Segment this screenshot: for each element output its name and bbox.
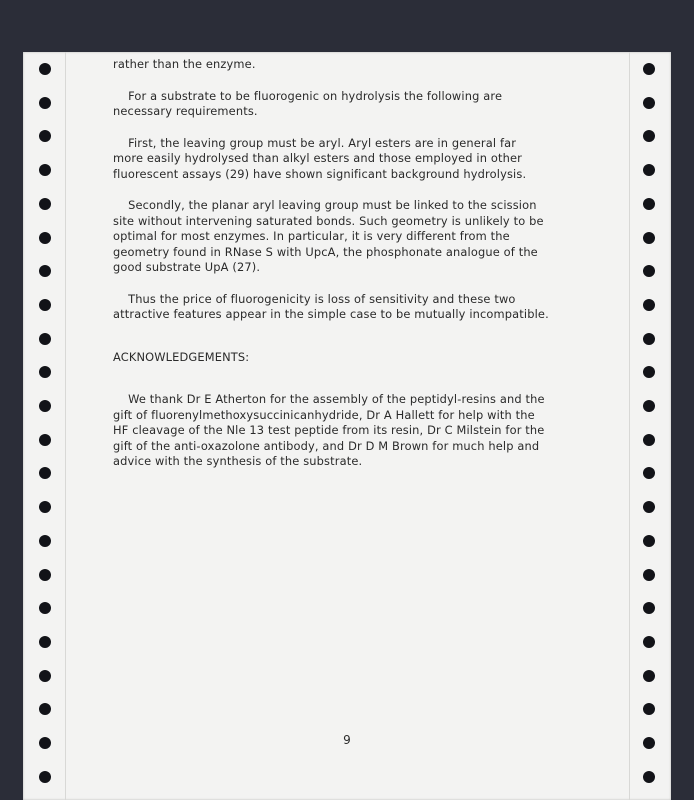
text-line: geometry found in RNase S with UpcA, the phosphonate analogue of the [113, 244, 538, 259]
tractor-hole [39, 636, 51, 648]
document-body [113, 57, 568, 470]
tractor-hole [643, 63, 655, 75]
tractor-hole [39, 198, 51, 210]
tractor-hole [643, 232, 655, 244]
tractor-hole [39, 164, 51, 176]
paragraph-gap [113, 276, 568, 292]
tractor-hole [643, 771, 655, 783]
text-line: necessary requirements. [113, 104, 258, 118]
tractor-hole [643, 333, 655, 345]
tractor-hole [643, 501, 655, 513]
text-line: site without intervening saturated bonds. Such geometry is unlikely to be [113, 213, 544, 228]
text-line: advice with the synthesis of the substrate. [113, 454, 363, 468]
tractor-hole [643, 467, 655, 479]
text-line: more easily hydrolysed than alkyl esters and those employed in other [113, 151, 522, 165]
tractor-hole [39, 232, 51, 244]
paragraph [113, 292, 568, 323]
text-line: optimal for most enzymes. In particular, it is very different from the [113, 229, 510, 243]
paragraph [113, 198, 568, 276]
tractor-hole [643, 198, 655, 210]
tractor-hole [643, 366, 655, 378]
tractor-hole [39, 265, 51, 277]
text-line: gift of fluorenylmethoxysuccinicanhydride, Dr A Hallett for help with the [113, 407, 535, 422]
text-line: Secondly, the planar aryl leaving group must be linked to the scission [113, 198, 537, 212]
text-line: First, the leaving group must be aryl. Aryl esters are in general far [113, 135, 517, 150]
tractor-hole [39, 333, 51, 345]
tractor-hole [643, 299, 655, 311]
paragraph [113, 136, 568, 183]
tractor-hole [643, 434, 655, 446]
tractor-hole [39, 434, 51, 446]
tractor-hole [39, 771, 51, 783]
text-line: Thus the price of fluorogenicity is loss of sensitivity and these two [113, 291, 516, 306]
tractor-hole [643, 265, 655, 277]
tractor-strip-right-perforation [629, 52, 630, 800]
tractor-hole [643, 602, 655, 614]
tractor-hole [643, 636, 655, 648]
section-heading [113, 350, 568, 366]
document-page [23, 52, 671, 800]
tractor-hole [39, 130, 51, 142]
text-line: gift of the anti-oxazolone antibody, and Dr D M Brown for much help and [113, 438, 540, 453]
paragraph [113, 392, 568, 470]
tractor-hole [39, 299, 51, 311]
tractor-hole [643, 97, 655, 109]
tractor-hole [39, 63, 51, 75]
tractor-hole [39, 670, 51, 682]
tractor-hole [39, 467, 51, 479]
paragraph [113, 57, 568, 73]
paragraph-gap [113, 182, 568, 198]
tractor-hole [643, 400, 655, 412]
tractor-hole [39, 602, 51, 614]
tractor-strip-left-perforation [65, 52, 66, 800]
paragraph-gap [113, 73, 568, 89]
paragraph [113, 89, 568, 120]
tractor-hole [39, 501, 51, 513]
text-line: ACKNOWLEDGEMENTS: [113, 349, 250, 364]
paragraph-gap [113, 120, 568, 136]
tractor-hole [643, 130, 655, 142]
tractor-hole [643, 670, 655, 682]
text-line: For a substrate to be fluorogenic on hydrolysis the following are [113, 88, 503, 103]
page-number: 9 [343, 733, 351, 747]
text-line: attractive features appear in the simple case to be mutually incompatible. [113, 307, 549, 321]
text-line: fluorescent assays (29) have shown significant background hydrolysis. [113, 166, 527, 181]
tractor-hole [39, 97, 51, 109]
paragraph-gap [113, 365, 568, 392]
tractor-hole [39, 703, 51, 715]
tractor-hole [39, 400, 51, 412]
text-line: We thank Dr E Atherton for the assembly of the peptidyl-resins and the [113, 392, 545, 406]
tractor-hole [643, 535, 655, 547]
text-line: HF cleavage of the Nle 13 test peptide from its resin, Dr C Milstein for the [113, 423, 545, 437]
tractor-hole [39, 535, 51, 547]
tractor-hole [39, 366, 51, 378]
paragraph-gap [113, 323, 568, 350]
text-line: good substrate UpA (27). [113, 260, 261, 274]
tractor-hole [643, 703, 655, 715]
text-line: rather than the enzyme. [113, 57, 256, 71]
tractor-hole [643, 569, 655, 581]
tractor-hole [643, 164, 655, 176]
tractor-hole [39, 569, 51, 581]
